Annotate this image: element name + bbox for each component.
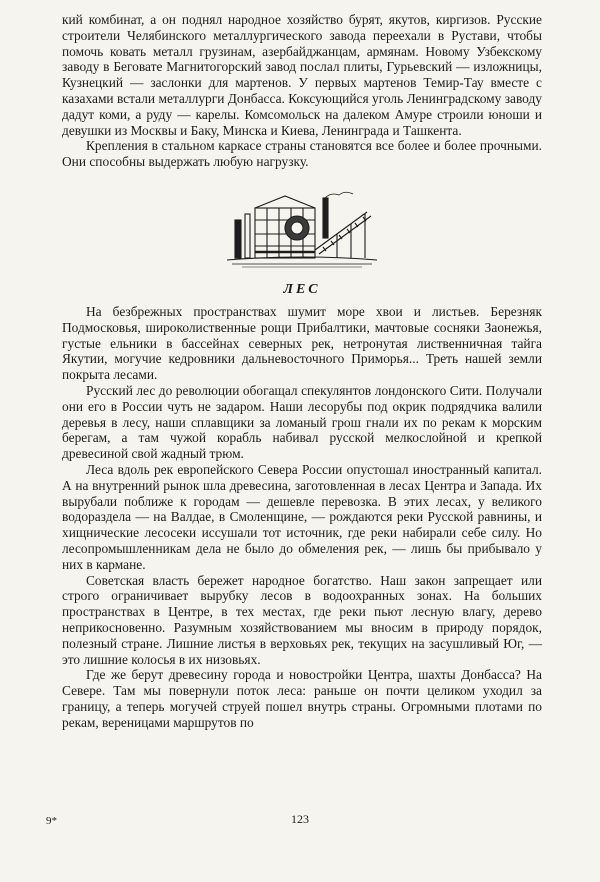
paragraph: Русский лес до революции обогащал спекулянтов лондонского Сити. Получали они его в России чуть не задаром. Наши лесорубы под окрик подрядчика валили деревья в лесу, наши сплавщики за ломаный грош гнали их по рекам к морским берегам, а там чужой корабль набивал русской мелкослойной и крепкой древесиной свой жадный трюм. xyxy=(62,382,542,462)
page-content xyxy=(62,12,542,730)
paragraph: кий комбинат, а он поднял народное хозяйство бурят, якутов, киргизов. Русские строители Челябинского металлургического завода переехали в Рустави, чтобы помочь ковать металл грузинам, азербайджанцам, армянам. Новому Узбекскому заводу в Беговате Магнитогорский завод послал плиты, Гурьевский — изложницы, Кузнецкий — заслонки для мартенов. У первых мартенов Темир-Тау вместе с казахами встали металлурги Донбасса. Коксующийся уголь Ленинградскому заводу дадут коми, а руду — карелы. Комсомольск на далеком Амуре строили юноши и девушки из Москвы и Баку, Минска и Киева, Ленинграда и Ташкента. xyxy=(62,12,542,138)
steel-mill-vignette-icon xyxy=(227,190,377,268)
paragraph: На безбрежных пространствах шумит море хвои и листьев. Березняк Подмосковья, широколиственные рощи Прибалтики, мачтовые сосняки Заонежья, густые ельники в бассейнах северных рек, нетронутая лиственничная тайга Якутии, могучие кедровники дальневосточного Приморья... Треть нашей земли покрыта лесами. xyxy=(62,303,542,383)
printer-signature-mark: 9* xyxy=(46,815,57,827)
paragraph: Леса вдоль рек европейского Севера России опустошал иностранный капитал. А на внутренний рынок шла древесина, заготовленная в лесах Центра и Запада. Их вырубали поближе к городам — дешевле перевозка. В этих лесах, у великого водораздела — на Валдае, в Смоленщине, — рождаются реки Русской равнины, и хищнические лесосеки иссушали тот источник, где реки набирали себе силу. Но лесопромышленникам дела не было до обмеления рек, — лишь бы прибывало у них в кармане. xyxy=(62,461,542,572)
section-title: ЛЕС xyxy=(283,281,321,297)
page-number: 123 xyxy=(291,812,309,826)
paragraph: Где же берут древесину города и новостройки Центра, шахты Донбасса? На Севере. Там мы повернули поток леса: раньше он почти целиком уходил за границу, а теперь могучей струей пошел внутрь страны. Огромными плотами по рекам, вереницами маршрутов по xyxy=(62,667,542,730)
paragraph: Советская власть бережет народное богатство. Наш закон запрещает или строго ограничивает вырубку лесов в водоохранных зонах. На больших пространствах в Центре, в тех местах, где реки пьют лесную влагу, дерево неприкосновенно. Разумным хозяйствованием мы вносим в природу порядок, полезный стране. Лишние листья в верховьях рек, текущих на засушливый Юг, — это лишние колосья в их низовьях. xyxy=(62,572,542,667)
paragraph: Крепления в стальном каркасе страны становятся все более и более прочными. Они способны выдержать любую нагрузку. xyxy=(62,138,542,170)
